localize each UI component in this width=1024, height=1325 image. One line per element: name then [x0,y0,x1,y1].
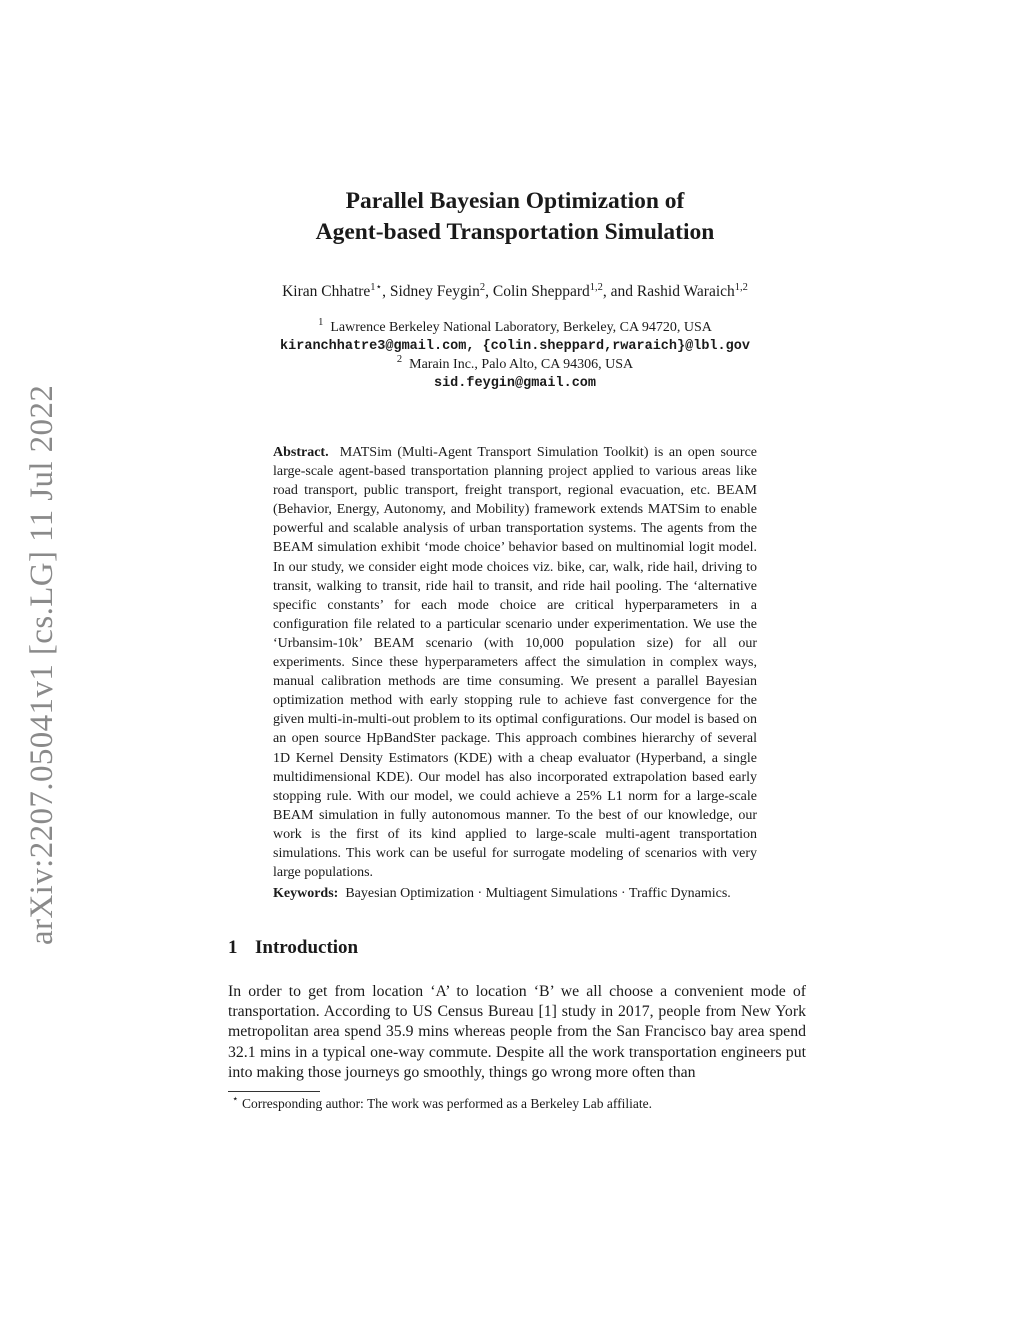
author-name: Sidney Feygin [389,283,480,300]
keywords-label: Keywords: [273,886,339,901]
author-name: Rashid Waraich [636,283,735,300]
author-name: Kiran Chhatre [282,283,371,300]
affiliation-organization: Marain Inc., Palo Alto, CA 94306, USA [409,357,634,372]
section-title: Introduction [255,937,359,958]
section-number: 1 [228,937,238,958]
paper-title-line-1: Parallel Bayesian Optimization of [345,188,685,214]
author-separator: , and [602,283,637,300]
footnote-mark: ⋆ [232,1094,239,1105]
author-affiliation-mark: 1,2 [734,282,748,293]
paper-title-line-2: Agent-based Transportation Simulation [315,219,715,245]
footnote-text: Corresponding author: The work was performed as a Berkeley Lab affiliate. [241,1096,652,1111]
footnote [232,1096,652,1112]
affiliation-organization: Lawrence Berkeley National Laboratory, Berkeley, CA 94720, USA [330,320,712,335]
author-name: Colin Sheppard [492,283,590,300]
affiliations [0,319,1024,393]
author-affiliation-mark: 1⋆ [370,282,383,293]
introduction-paragraph: In order to get from location ‘A’ to location ‘B’ we all choose a convenient mode of transportation. According to US Census Bureau [1] study in 2017, people from New York metropolitan area spend 35.9 mins whereas people from the San Francisco bay area spend 32.1 mins in a typical one-way commute. Despite all the work transportation engineers put into making those journeys go smoothly, things go wrong more often than [228,983,806,1081]
abstract [273,443,757,882]
affiliation-2 [0,356,1024,375]
affiliation-email[interactable]: kiranchhatre3@gmail.com, {colin.sheppard,rwaraich}@lbl.gov [280,338,750,354]
affiliation-number: 2 [396,354,403,365]
affiliation-email[interactable]: sid.feygin@gmail.com [433,375,597,391]
affiliation-number: 1 [318,317,324,328]
author-separator: , [382,283,390,300]
abstract-label: Abstract. [273,445,329,460]
author-affiliation-mark: 2 [479,282,486,293]
keywords [273,884,757,903]
author-list [0,283,1024,301]
section-heading [228,937,358,959]
affiliation-1 [0,319,1024,338]
author-separator: , [485,283,493,300]
author-affiliation-mark: 1,2 [589,282,603,293]
paper-title [0,186,1024,248]
arxiv-identifier-stamp: arXiv:2207.05041v1 [cs.LG] 11 Jul 2022 [24,384,60,945]
footnote-rule [228,1091,320,1092]
abstract-text: MATSim (Multi-Agent Transport Simulation Toolkit) is an open source large-scale agent-based transportation planning project applied to various areas like road transport, public transport, freight transport, regional evacuation, etc. BEAM (Behavior, Energy, Autonomy, and Mobility) framework extends MATSim to enable powerful and scalable analysis of urban transportation systems. The agents from the BEAM simulation exhibit ‘mode choice’ behavior based on multinomial logit model. In our study, we consider eight mode choices viz. bike, car, walk, ride hail, driving to transit, walking to transit, ride hail to transit, and ride hail pooling. The ‘alternative specific constants’ for each mode choice are critical hyperparameters in a configuration file related to a particular scenario under experimentation. We use the ‘Urbansim-10k’ BEAM scenario (with 10,000 population size) for all our experiments. Since these hyperparameters affect the simulation in complex ways, manual calibration methods are time consuming. We present a parallel Bayesian optimization method with early stopping rule to achieve fast convergence for the given multi-in-multi-out problem to its optimal configurations. Our model is based on an open source HpBandSter package. This approach combines hierarchy of several 1D Kernel Density Estimators (KDE) with a cheap evaluator (Hyperband, a single multidimensional KDE). Our model has also incorporated extrapolation based early stopping rule. With our model, we could achieve a 25% L1 norm for a large-scale BEAM simulation in fully autonomous manner. To the best of our knowledge, our work is the first of its kind applied to large-scale multi-agent transportation simulations. This work can be useful for surrogate modeling of scenarios with very large populations. [273,445,757,881]
keywords-text: Bayesian Optimization · Multiagent Simulations · Traffic Dynamics. [345,886,731,901]
